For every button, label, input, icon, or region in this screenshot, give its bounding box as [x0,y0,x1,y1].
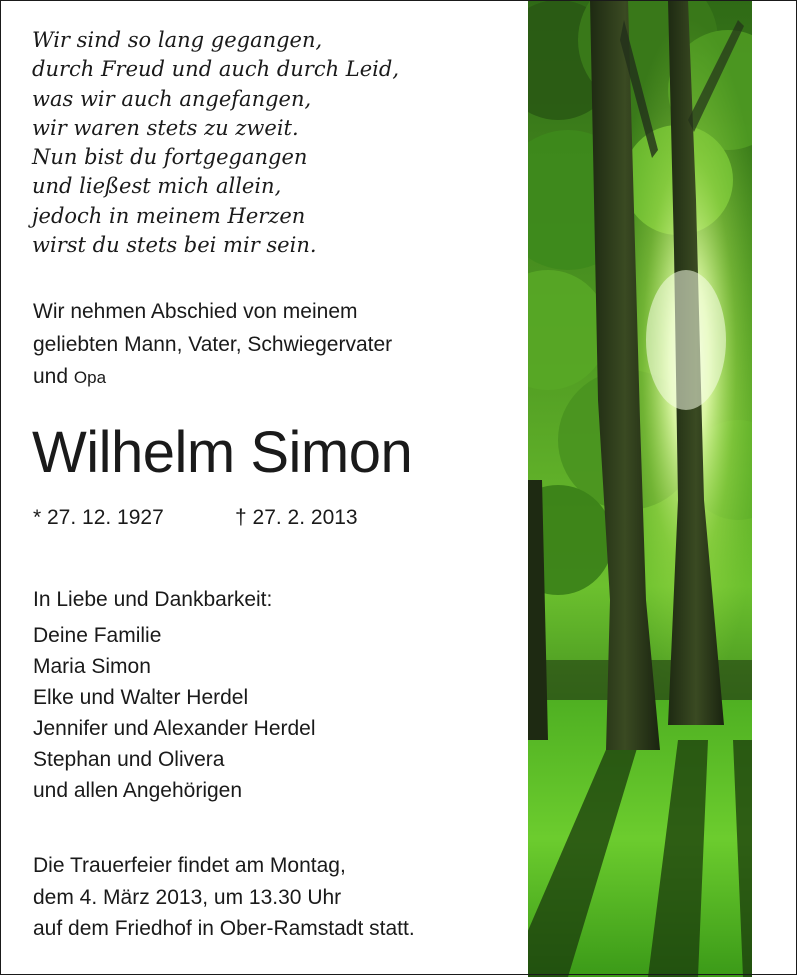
deceased-name: Wilhelm Simon [32,420,413,485]
mourner-entry: Deine Familie [33,624,162,647]
intro-opa: Opa [73,368,107,387]
poem-line: Nun bist du fortgegangen [32,145,308,170]
poem-line: wirst du stets bei mir sein. [32,233,317,258]
poem-line: wir waren stets zu zweit. [32,115,299,140]
intro-line: Wir nehmen Abschied von meinem [33,300,358,323]
poem-line: Wir sind so lang gegangen, [32,28,323,52]
birth-date: * 27. 12. 1927 [33,506,164,529]
mourner-entry: Elke und Walter Herdel [33,686,249,709]
intro-and: und [33,365,69,388]
poem-line: was wir auch angefangen, [32,86,312,111]
funeral-line: auf dem Friedhof in Ober-Ramstadt statt. [33,917,415,940]
poem-line: und ließest mich allein, [32,174,282,199]
funeral-line: Die Trauerfeier findet am Montag, [33,854,346,877]
poem-line: durch Freud und auch durch Leid, [32,57,399,82]
poem-line: jedoch in meinem Herzen [32,203,306,228]
mourner-entry: und allen Angehörigen [33,779,243,802]
funeral-line: dem 4. März 2013, um 13.30 Uhr [33,885,342,909]
mourners-heading: In Liebe und Dankbarkeit: [33,588,273,611]
intro-line: geliebten Mann, Vater, Schwiegervater [33,332,393,356]
mourner-entry: Maria Simon [33,655,151,678]
mourner-entry: Stephan und Olivera [33,748,225,771]
mourner-entry: Jennifer und Alexander Herdel [33,717,316,740]
death-date: † 27. 2. 2013 [235,506,358,529]
